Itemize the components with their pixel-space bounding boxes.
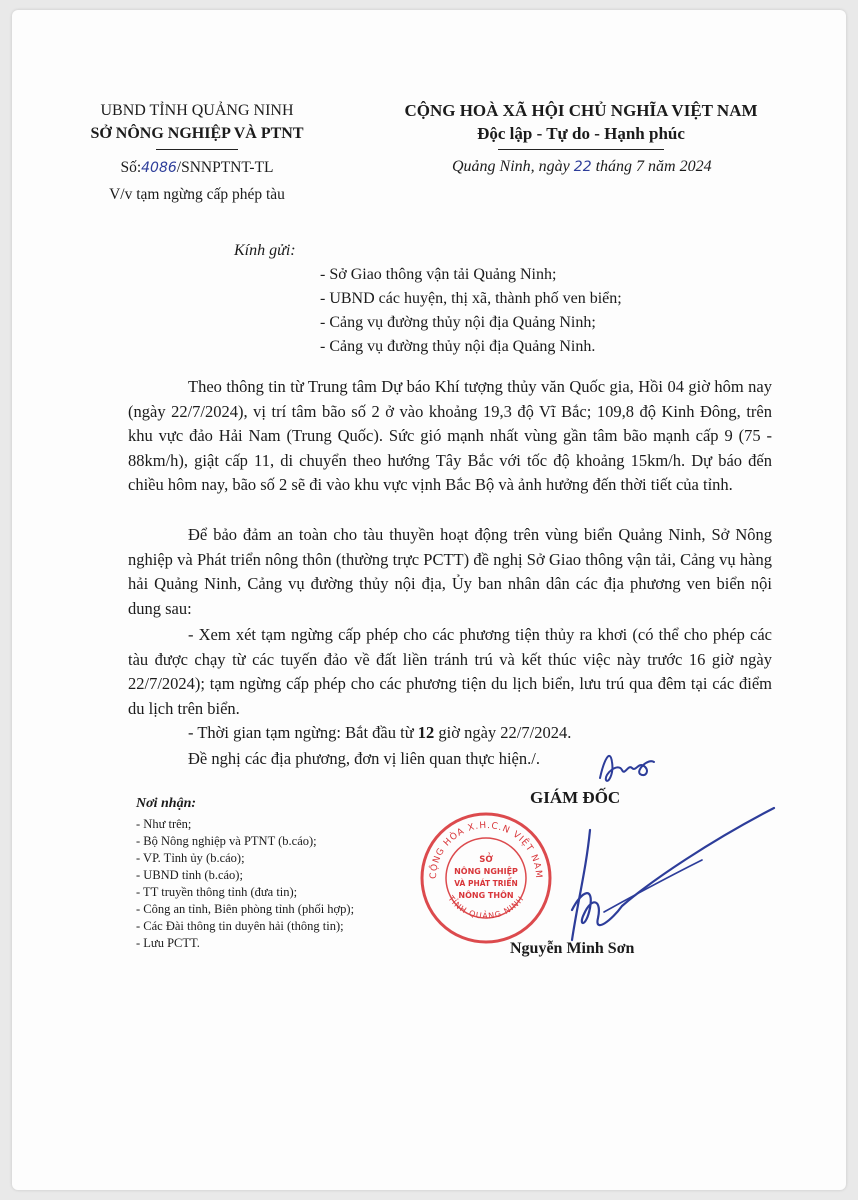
body-paragraph-1-text: Theo thông tin từ Trung tâm Dự báo Khí tượng thủy văn Quốc gia, Hồi 04 giờ hôm nay (ngày 22/7/2024), vị trí tâm bão số 2 ở vào khoảng 19,3 độ Vĩ Bắc; 109,8 độ Kinh Đông, trên khu vực đảo Hải Nam (Trung Quốc). Sức gió mạnh nhất vùng gần tâm bão mạnh cấp 9 (75 - 88km/h), giật cấp 11, di chuyển theo hướng Tây Bắc với tốc độ khoảng 15km/h. Dự báo đến chiều hôm nay, bão số 2 sẽ đi vào khu vực vịnh Bắc Bộ và ảnh hưởng đến thời tiết của tỉnh. [128, 377, 772, 494]
director-signature-icon [542, 790, 792, 960]
doc-number-suffix: /SNNPTNT-TL [176, 159, 274, 176]
stamp-line-1: SỞ [479, 855, 493, 865]
body-paragraph-3 [128, 623, 772, 721]
body-paragraph-5-text: Đề nghị các địa phương, đơn vị liên quan thực hiện./. [188, 749, 540, 768]
stamp-bottom-text: TỈNH QUẢNG NINH [446, 894, 526, 921]
recipient-item: - Bộ Nông nghiệp và PTNT (b.cáo); [136, 834, 317, 848]
agency-name: SỞ NÔNG NGHIỆP VÀ PTNT [90, 125, 304, 142]
addressee-item: - UBND các huyện, thị xã, thành phố ven biển; [320, 290, 622, 307]
recipient-item: - VP. Tỉnh ủy (b.cáo); [136, 851, 245, 865]
signer-name: Nguyễn Minh Sơn [510, 940, 635, 957]
official-stamp [416, 808, 556, 948]
doc-number-handwritten: 4086 [141, 160, 177, 176]
document-page [12, 10, 846, 1190]
body-paragraph-5 [128, 747, 772, 772]
date-prefix: Quảng Ninh, ngày [452, 158, 570, 175]
p4-bold: 12 [417, 723, 435, 742]
p4-prefix: - Thời gian tạm ngừng: Bắt đầu từ [188, 723, 418, 742]
recipient-item: - Công an tỉnh, Biên phòng tỉnh (phối hợp); [136, 902, 355, 916]
agency-parent: UBND TỈNH QUẢNG NINH [100, 102, 294, 119]
stamp-line-3: VÀ PHÁT TRIỂN [454, 879, 518, 888]
agency-underline [156, 149, 238, 150]
nation-title: CỘNG HOÀ XÃ HỘI CHỦ NGHĨA VIỆT NAM [404, 101, 758, 120]
recipient-item: - Như trên; [136, 817, 192, 831]
motto-underline [498, 149, 664, 150]
recipients-heading: Nơi nhận: [136, 796, 197, 811]
p4-suffix: giờ ngày 22/7/2024. [434, 723, 572, 742]
issue-date [452, 158, 712, 176]
body-paragraph-2-text: Để bảo đảm an toàn cho tàu thuyền hoạt động trên vùng biển Quảng Ninh, Sở Nông nghiệp và Phát triển nông thôn (thường trực PCTT) đề nghị Sở Giao thông vận tải, Cảng vụ hàng hải Quảng Ninh, Cảng vụ đường thủy nội địa, Ủy ban nhân dân các địa phương ven biển nội dung sau: [128, 525, 772, 618]
initials-signature-icon [592, 740, 662, 790]
document-subject: V/v tạm ngừng cấp phép tàu [109, 186, 285, 203]
document-number [12, 159, 382, 177]
recipient-item: - TT truyền thông tỉnh (đưa tin); [136, 885, 298, 899]
stamp-line-2: NÔNG NGHIỆP [454, 867, 518, 876]
addressee-item: - Cảng vụ đường thủy nội địa Quảng Ninh; [320, 314, 596, 331]
stamp-ring-text: CỘNG HÒA X.H.C.N VIỆT NAM [428, 820, 544, 880]
body-paragraph-2 [128, 523, 772, 621]
stamp-icon [416, 808, 556, 948]
recipient-item: - Lưu PCTT. [136, 936, 200, 950]
motto: Độc lập - Tự do - Hạnh phúc [477, 124, 685, 143]
body-paragraph-4 [128, 721, 772, 746]
signer-title: GIÁM ĐỐC [530, 788, 621, 807]
body-paragraph-1 [128, 375, 772, 498]
greeting: Kính gửi: [234, 242, 296, 259]
addressee-item: - Sở Giao thông vận tải Quảng Ninh; [320, 266, 557, 283]
recipient-item: - Các Đài thông tin duyên hải (thông tin); [136, 919, 344, 933]
date-suffix: tháng 7 năm 2024 [595, 158, 712, 175]
doc-number-prefix: Số: [120, 159, 142, 176]
addressee-item: - Cảng vụ đường thủy nội địa Quảng Ninh. [320, 338, 596, 355]
date-day-handwritten: 22 [573, 159, 592, 175]
body-paragraph-3-text: - Xem xét tạm ngừng cấp phép cho các phương tiện thủy ra khơi (có thể cho phép các tàu được chạy từ các tuyến đảo về đất liền tránh trú và kết thúc việc này trước 16 giờ ngày 22/7/2024); tạm ngừng cấp phép cho các phương tiện du lịch biển, lưu trú qua đêm tại các điểm du lịch trên biển. [128, 625, 772, 718]
recipient-item: - UBND tỉnh (b.cáo); [136, 868, 243, 882]
stamp-line-4: NÔNG THÔN [458, 891, 514, 900]
